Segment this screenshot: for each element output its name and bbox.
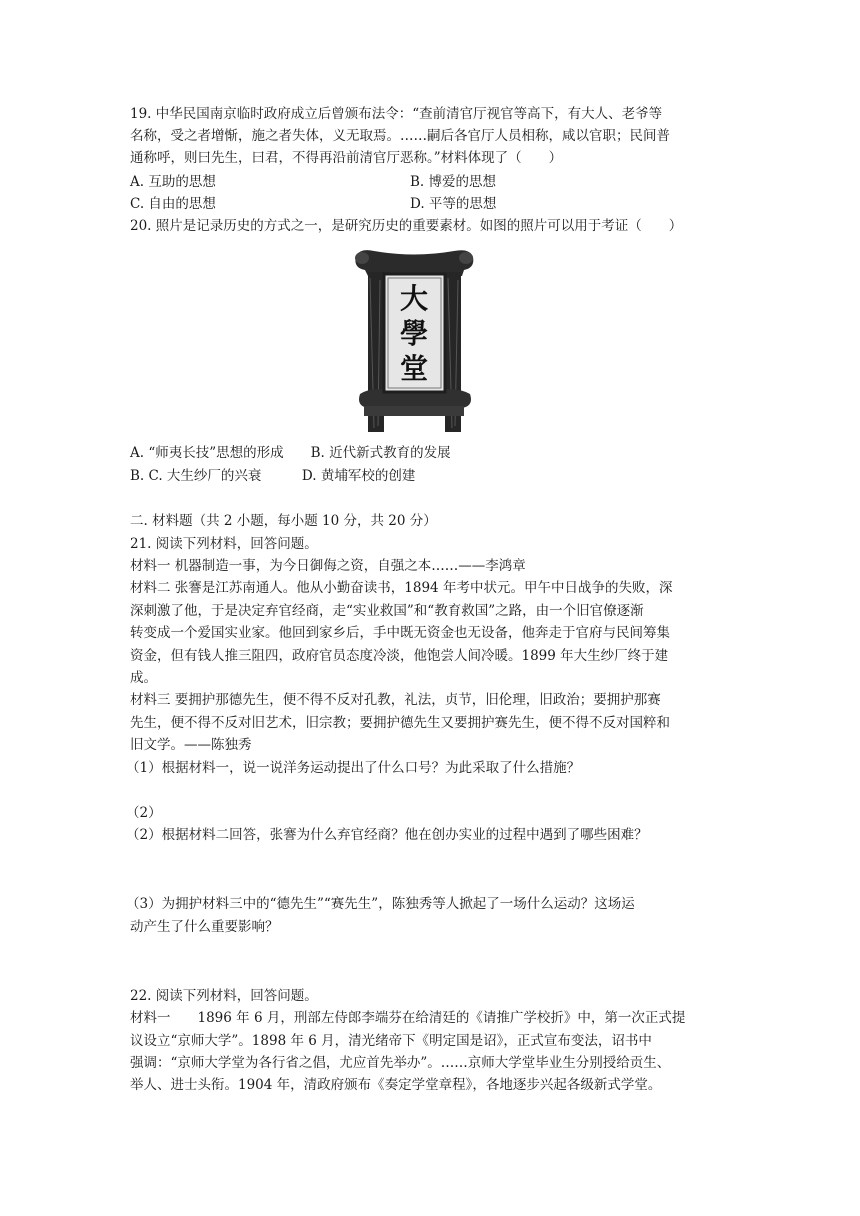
- q21-subquestion-2-mark: （2）: [126, 805, 162, 821]
- q22-material-1-line-4: 举人、进士头衔。1904 年，清政府颁布《奏定学堂章程》，各地逐步兴起各级新式学堂。: [130, 1077, 662, 1093]
- q21-material-2-line-2: 深刺激了他，于是决定弃官经商，走“实业救国”和“教育救国”之路，由一个旧官僚逐渐: [130, 603, 644, 619]
- q19-line-1: 19. 中华民国南京临时政府成立后曾颁布法令：“查前清官厅视官等高下，有大人、老爷等: [130, 106, 663, 122]
- q20-stem: 20. 照片是记录历史的方式之一，是研究历史的重要素材。如图的照片可以用于考证（ ）: [130, 218, 683, 234]
- daxuetang-plaque-photo: [352, 248, 476, 434]
- q20-options-row-1: A. “师夷长技”思想的形成 B. 近代新式教育的发展: [130, 445, 451, 461]
- q19-option-b: B. 博爱的思想: [410, 174, 497, 190]
- q21-intro: 21. 阅读下列材料，回答问题。: [130, 536, 318, 552]
- q19-option-d: D. 平等的思想: [410, 196, 497, 212]
- plaque-char-2: 學: [399, 317, 429, 350]
- q21-subquestion-3-line-1: （3）为拥护材料三中的“德先生”“赛先生”，陈独秀等人掀起了一场什么运动？这场运: [126, 896, 635, 912]
- plaque-char-1: 大: [399, 282, 429, 315]
- q21-material-1: 材料一 机器制造一事，为今日御侮之资，自强之本……——李鸿章: [130, 558, 526, 574]
- q21-material-2-line-5: 成。: [130, 670, 157, 686]
- q19-option-c: C. 自由的思想: [130, 196, 216, 212]
- q19-option-a: A. 互助的思想: [130, 174, 216, 190]
- q21-material-2-line-3: 转变成一个爱国实业家。他回到家乡后，手中既无资金也无设备，他奔走于官府与民间筹集: [130, 625, 670, 641]
- q22-intro: 22. 阅读下列材料，回答问题。: [130, 988, 318, 1004]
- q22-material-1-line-3: 强调：“京师大学堂为各行省之倡，尤应首先举办”。……京师大学堂毕业生分别授给贡生、: [130, 1055, 671, 1071]
- q19-line-2: 名称，受之者增惭，施之者失体，义无取焉。……嗣后各官厅人员相称，咸以官职；民间普: [130, 128, 670, 144]
- section-2-title: 二. 材料题（共 2 小题，每小题 10 分，共 20 分）: [130, 513, 437, 529]
- q20-options-row-2: B. C. 大生纱厂的兴衰 D. 黄埔军校的创建: [130, 468, 416, 484]
- q21-material-3-line-3: 旧文学。——陈独秀: [130, 737, 252, 753]
- q21-material-3-line-1: 材料三 要拥护那德先生，便不得不反对孔教，礼法，贞节，旧伦理，旧政治；要拥护那赛: [130, 692, 661, 708]
- q19-line-3: 通称呼，则曰先生，曰君，不得再沿前清官厅恶称。”材料体现了（ ）: [130, 150, 563, 166]
- q21-subquestion-3-line-2: 动产生了什么重要影响？: [130, 919, 279, 935]
- plaque-char-3: 堂: [399, 352, 429, 385]
- q21-material-2-line-4: 资金，但有钱人推三阻四，政府官员态度冷淡，他饱尝人间冷暖。1899 年大生纱厂终于建: [130, 648, 669, 664]
- q21-material-2-line-1: 材料二 张謇是江苏南通人。他从小勤奋读书，1894 年考中状元。甲午中日战争的失败，深: [130, 580, 673, 596]
- q22-material-1-line-2: 议设立“京师大学”。1898 年 6 月，清光绪帝下《明定国是诏》，正式宣布变法，诏书中: [130, 1033, 652, 1049]
- q21-material-3-line-2: 先生，便不得不反对旧艺术，旧宗教；要拥护德先生又要拥护赛先生，便不得不反对国粹和: [130, 715, 670, 731]
- q21-subquestion-2: （2）根据材料二回答，张謇为什么弃官经商？他在创办实业的过程中遇到了哪些困难？: [126, 827, 648, 843]
- q21-subquestion-1: （1）根据材料一，说一说洋务运动提出了什么口号？为此采取了什么措施？: [126, 760, 581, 776]
- q22-material-1-line-1: 材料一 1896 年 6 月，刑部左侍郎李端芬在给清廷的《请推广学校折》中，第一次正式提: [130, 1010, 686, 1026]
